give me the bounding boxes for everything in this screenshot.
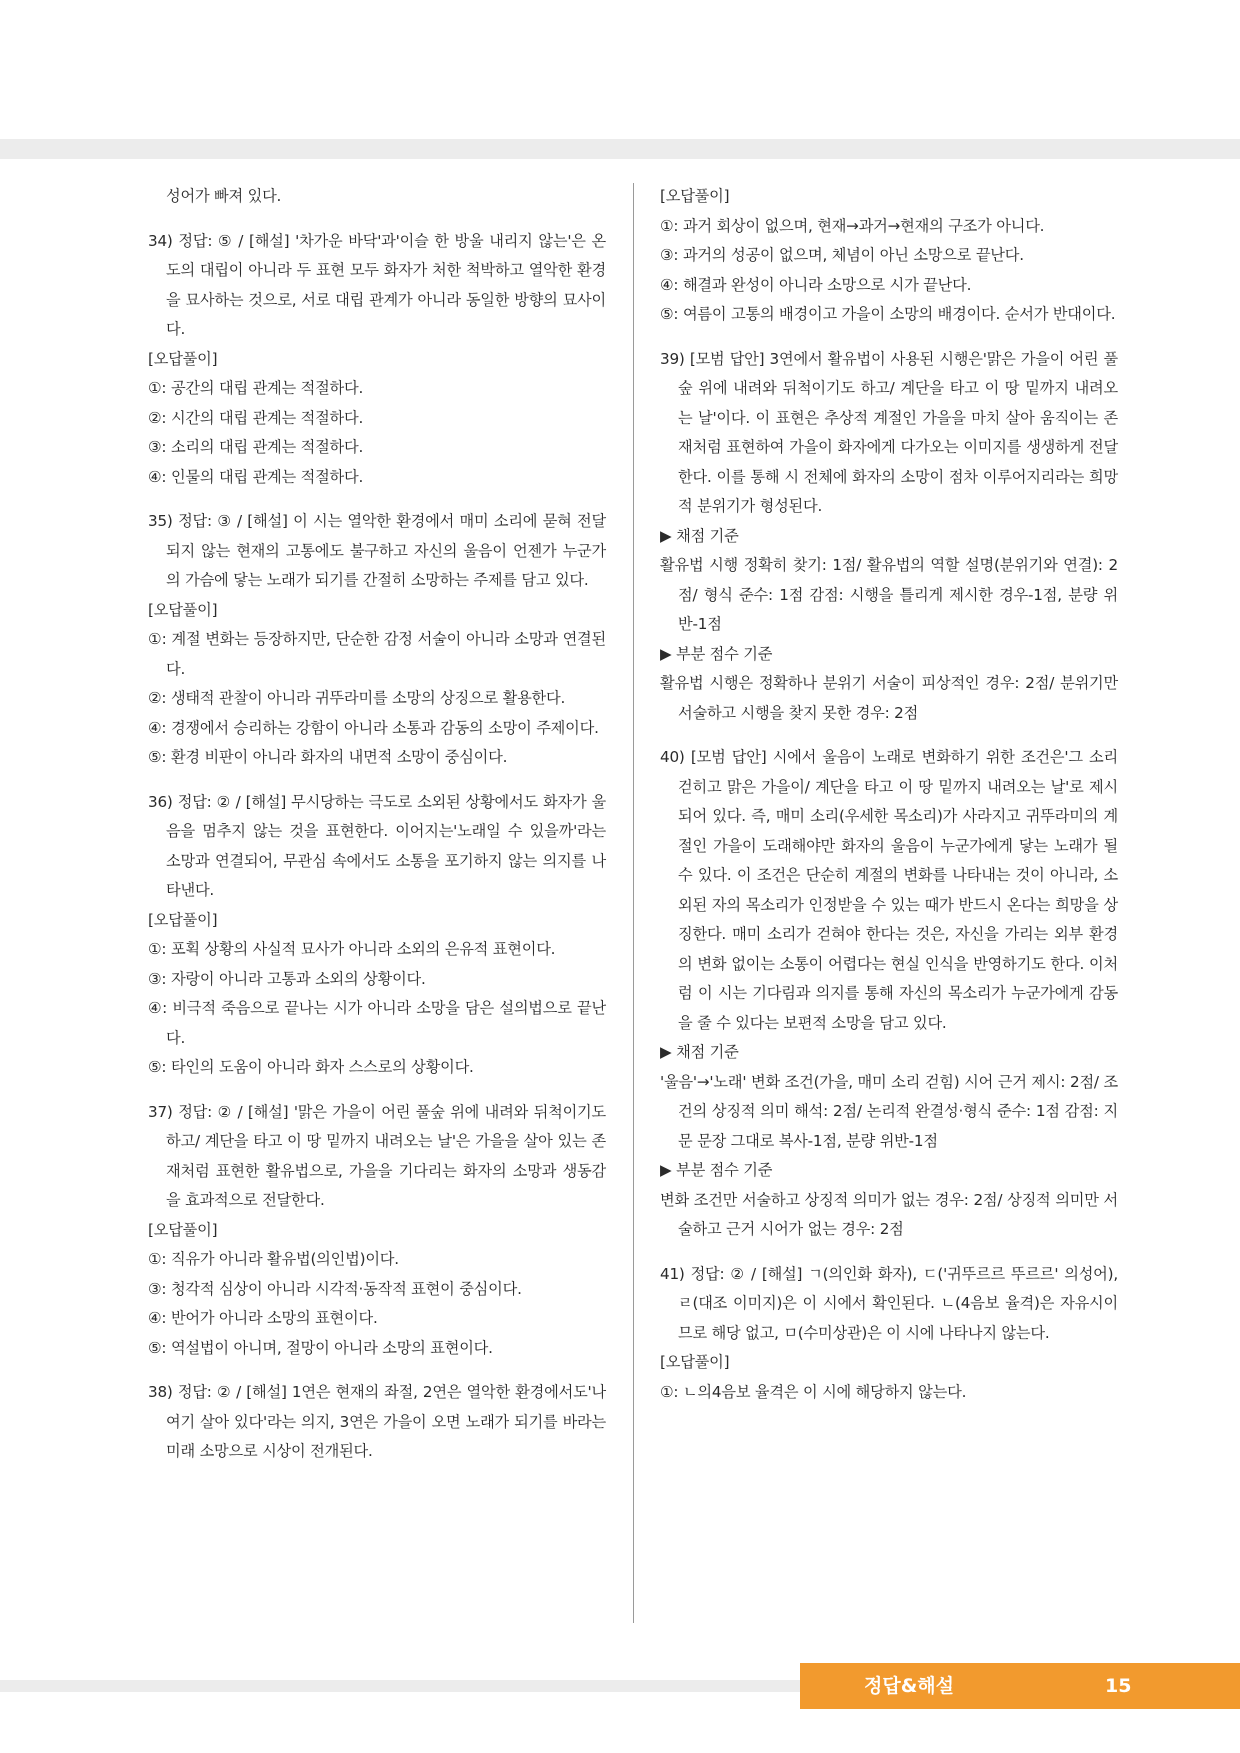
- paragraph: ④: 반어가 아니라 소망의 표현이다.: [148, 1309, 378, 1327]
- paragraph: ①: 계절 변화는 등장하지만, 단순한 감정 서술이 아니라 소망과 연결된다.: [148, 630, 606, 678]
- paragraph: ⑤: 역설법이 아니며, 절망이 아니라 소망의 표현이다.: [148, 1338, 493, 1357]
- paragraph: [오답풀이]: [660, 187, 730, 205]
- paragraph: ④: 경쟁에서 승리하는 강함이 아니라 소통과 감동의 소망이 주제이다.: [148, 718, 599, 737]
- paragraph: 34) 정답: ⑤ / [해설] '차가운 바닥'과'이슬 한 방울 내리지 않는'은 온도의 대립이 아니라 두 표현 모두 화자가 처한 척박하고 열악한 환경을 묘사하는 것으로, 서로 대립 관계가 아니라 동일한 방향의 묘사이다.: [148, 231, 606, 338]
- right-column: [660, 182, 1118, 1407]
- paragraph: ②: 생태적 관찰이 아니라 귀뚜라미를 소망의 상징으로 활용한다.: [148, 689, 566, 707]
- paragraph: 39) [모범 답안] 3연에서 활유법이 사용된 시행은'맑은 가을이 어린 풀숲 위에 내려와 뒤척이기도 하고/ 계단을 타고 이 땅 밑까지 내려오는 날'이다. 이 표현은 추상적 계절인 가을을 마치 살아 움직이는 존재처럼 표현하여 가을이 화자에게 다가오는 이미지를 생생하게 전달한다. 이를 통해 시 전체에 화자의 소망이 점차 이루어지리라는 희망적 분위기가 형성된다.: [660, 349, 1118, 515]
- paragraph: ⑤: 여름이 고통의 배경이고 가을이 소망의 배경이다. 순서가 반대이다.: [660, 305, 1116, 323]
- footer-tab: [800, 1663, 1240, 1709]
- paragraph: 36) 정답: ② / [해설] 무시당하는 극도로 소외된 상황에서도 화자가 울음을 멈추지 않는 것을 표현한다. 이어지는'노래일 수 있을까'라는 소망과 연결되어, 무관심 속에서도 소통을 포기하지 않는 의지를 나타낸다.: [148, 792, 606, 899]
- page-number: 15: [1105, 1675, 1132, 1697]
- paragraph: ②: 시간의 대립 관계는 적절하다.: [148, 408, 364, 427]
- left-column: [148, 182, 606, 1467]
- paragraph: 41) 정답: ② / [해설] ㄱ(의인화 화자), ㄷ('귀뚜르르 뚜르르' 의성어), ㄹ(대조 이미지)은 이 시에서 확인된다. ㄴ(4음보 율격)은 자유시이므로 해당 없고, ㅁ(수미상관)은 이 시에 나타나지 않는다.: [660, 1264, 1118, 1342]
- column-divider: [633, 183, 634, 1623]
- paragraph: [오답풀이]: [148, 600, 218, 619]
- paragraph: [오답풀이]: [148, 349, 218, 368]
- paragraph: ①: ㄴ의4음보 율격은 이 시에 해당하지 않는다.: [660, 1382, 967, 1401]
- paragraph: ▶ 채점 기준: [660, 526, 739, 545]
- paragraph: ③: 자랑이 아니라 고통과 소외의 상황이다.: [148, 969, 426, 988]
- paragraph: ①: 공간의 대립 관계는 적절하다.: [148, 379, 364, 397]
- paragraph: 40) [모범 답안] 시에서 울음이 노래로 변화하기 위한 조건은'그 소리 걷히고 맑은 가을이/ 계단을 타고 이 땅 밑까지 내려오는 날'로 제시되어 있다. 즉, 매미 소리(우세한 목소리)가 사라지고 귀뚜라미의 계절인 가을이 도래해야만 화자의 울음이 누군가에게 닿는 노래가 될 수 있다. 이 조건은 단순히 계절의 변화를 나타내는 것이 아니라, 소외된 자의 목소리가 인정받을 수 있는 때가 반드시 온다는 희망을 상징한다. 매미 소리가 걷혀야 한다는 것은, 자신을 가리는 외부 환경의 변화 없이는 소통이 어렵다는 현실 인식을 반영하기도 한다. 이처럼 이 시는 기다림과 의지를 통해 자신의 목소리가 누군가에게 감동을 줄 수 있다는 보편적 소망을 담고 있다.: [660, 748, 1118, 1032]
- paragraph: [오답풀이]: [660, 1353, 730, 1371]
- paragraph: ③: 소리의 대립 관계는 적절하다.: [148, 438, 364, 456]
- paragraph: 35) 정답: ③ / [해설] 이 시는 열악한 환경에서 매미 소리에 묻혀 전달되지 않는 현재의 고통에도 불구하고 자신의 울음이 언젠가 누군가의 가슴에 닿는 노래가 되기를 간절히 소망하는 주제를 담고 있다.: [148, 512, 606, 589]
- paragraph: ④: 인물의 대립 관계는 적절하다.: [148, 467, 364, 486]
- paragraph: [오답풀이]: [148, 1220, 218, 1239]
- paragraph: ④: 해결과 완성이 아니라 소망으로 시가 끝난다.: [660, 275, 972, 294]
- paragraph: 성어가 빠져 있다.: [166, 187, 282, 205]
- paragraph: ▶ 채점 기준: [660, 1043, 739, 1061]
- paragraph: ▶ 부분 점수 기준: [660, 1161, 773, 1179]
- header-band: [0, 139, 1240, 159]
- paragraph: ①: 포획 상황의 사실적 묘사가 아니라 소외의 은유적 표현이다.: [148, 940, 556, 958]
- paragraph: 37) 정답: ② / [해설] '맑은 가을이 어린 풀숲 위에 내려와 뒤척이기도 하고/ 계단을 타고 이 땅 밑까지 내려오는 날'은 가을을 살아 있는 존재처럼 표현한 활유법으로, 가을을 기다리는 화자의 소망과 생동감을 효과적으로 전달한다.: [148, 1102, 606, 1209]
- paragraph: 변화 조건만 서술하고 상징적 의미가 없는 경우: 2점/ 상징적 의미만 서술하고 근거 시어가 없는 경우: 2점: [660, 1190, 1118, 1238]
- paragraph: ③: 청각적 심상이 아니라 시각적·동작적 표현이 중심이다.: [148, 1279, 522, 1298]
- paragraph: 38) 정답: ② / [해설] 1연은 현재의 좌절, 2연은 열악한 환경에서도'나 여기 살아 있다'라는 의지, 3연은 가을이 오면 노래가 되기를 바라는 미래 소망으로 시상이 전개된다.: [148, 1383, 606, 1460]
- paragraph: [오답풀이]: [148, 910, 218, 929]
- paragraph: ▶ 부분 점수 기준: [660, 644, 773, 663]
- paragraph: ③: 과거의 성공이 없으며, 체념이 아닌 소망으로 끝난다.: [660, 246, 1024, 264]
- paragraph: ⑤: 타인의 도움이 아니라 화자 스스로의 상황이다.: [148, 1058, 474, 1076]
- paragraph: ①: 직유가 아니라 활유법(의인법)이다.: [148, 1250, 399, 1268]
- footer-section-label: 정답&해설: [864, 1675, 954, 1697]
- paragraph: '울음'→'노래' 변화 조건(가을, 매미 소리 걷힘) 시어 근거 제시: 2점/ 조건의 상징적 의미 해석: 2점/ 논리적 완결성·형식 준수: 1점 감점: 지문 문장 그대로 복사-1점, 분량 위반-1점: [660, 1072, 1118, 1150]
- paragraph: ④: 비극적 죽음으로 끝나는 시가 아니라 소망을 담은 설의법으로 끝난다.: [148, 999, 606, 1047]
- paragraph: 활유법 시행은 정확하나 분위기 서술이 피상적인 경우: 2점/ 분위기만 서술하고 시행을 찾지 못한 경우: 2점: [660, 674, 1118, 722]
- paragraph: 활유법 시행 정확히 찾기: 1점/ 활유법의 역할 설명(분위기와 연결): 2점/ 형식 준수: 1점 감점: 시행을 틀리게 제시한 경우-1점, 분량 위반-1점: [660, 556, 1118, 633]
- paragraph: ①: 과거 회상이 없으며, 현재→과거→현재의 구조가 아니다.: [660, 216, 1045, 235]
- paragraph: ⑤: 환경 비판이 아니라 화자의 내면적 소망이 중심이다.: [148, 748, 508, 766]
